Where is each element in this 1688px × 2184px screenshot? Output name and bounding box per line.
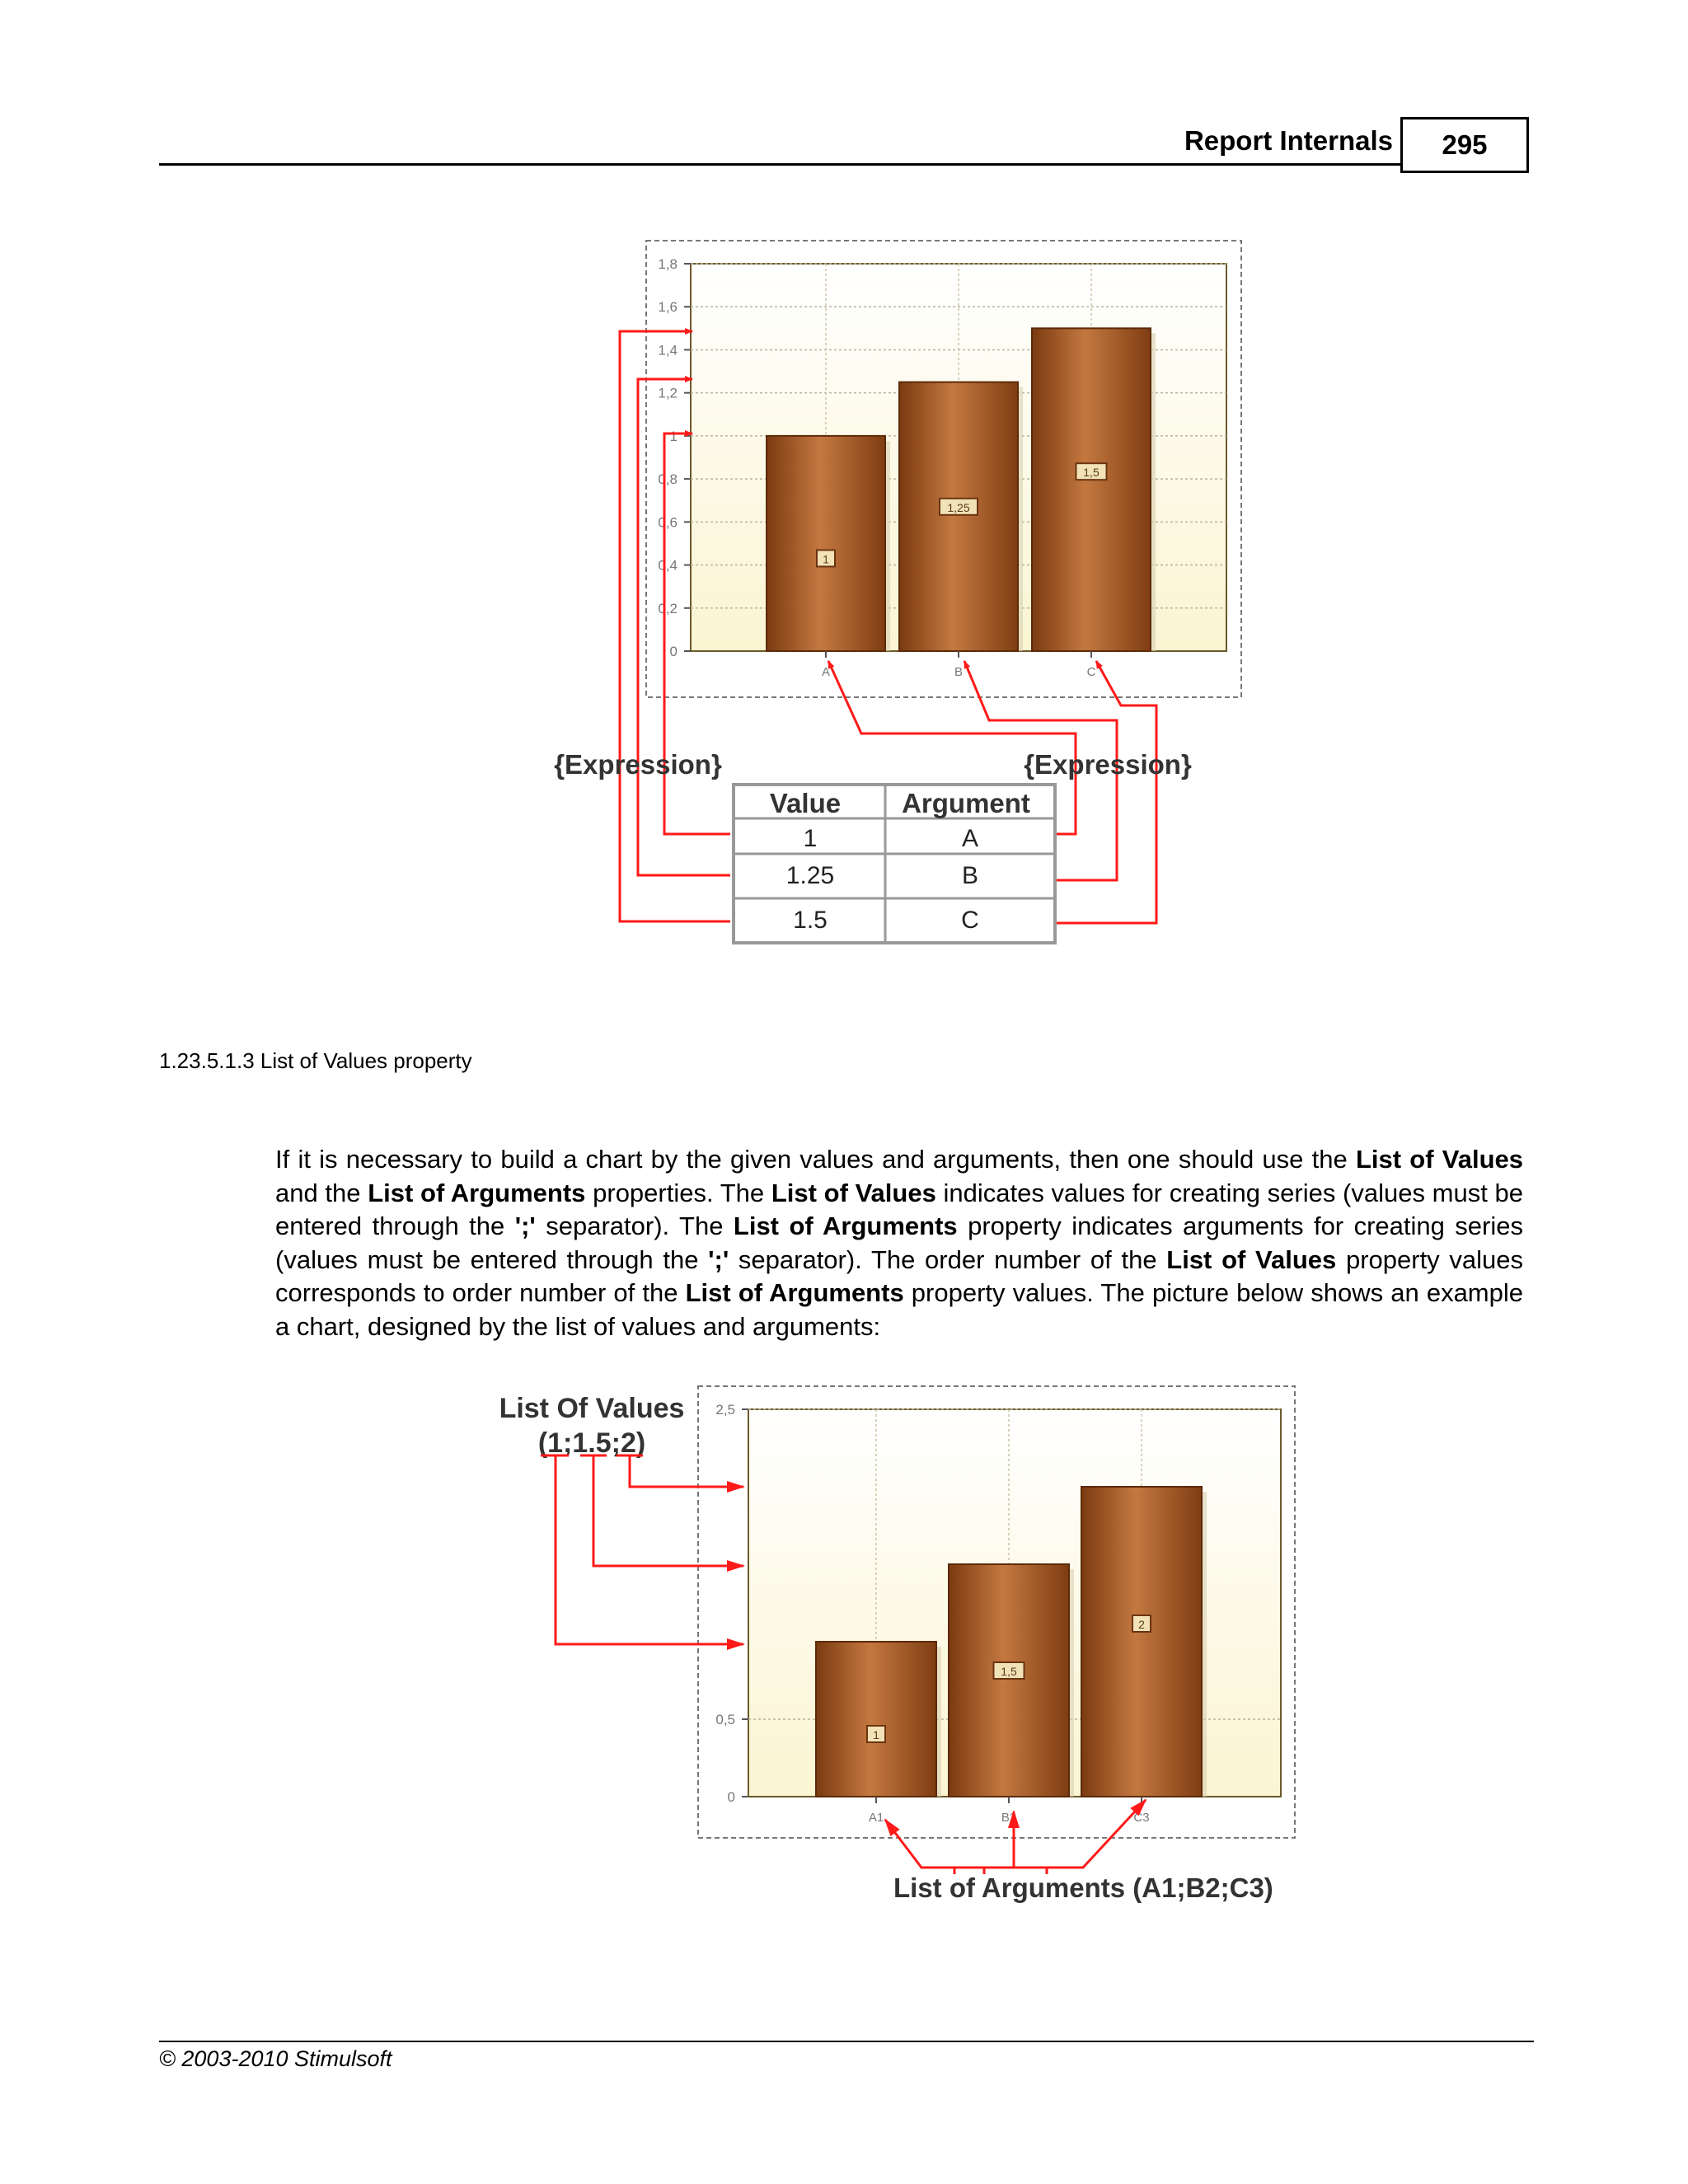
bold-term: List of Values <box>771 1178 936 1207</box>
bold-term: ';' <box>708 1244 729 1274</box>
bold-term: List of Values <box>1355 1145 1523 1174</box>
x-tick-label: C3 <box>1133 1811 1150 1825</box>
data-label: 1,25 <box>947 500 970 514</box>
table-header-argument: Argument <box>902 788 1030 818</box>
body-paragraph <box>275 1143 1523 1343</box>
y-tick-label: 0 <box>669 644 678 659</box>
y-tick-label: 1 <box>669 428 678 444</box>
table-cell: 1.5 <box>793 907 828 934</box>
data-label: 2 <box>1138 1618 1145 1631</box>
y-tick-label: 0,6 <box>658 514 678 531</box>
text-run: property values corresponds to order number of the <box>275 1244 1523 1307</box>
y-tick-label: 0 <box>727 1789 735 1805</box>
figure-expression-chart <box>528 231 1269 956</box>
bar <box>1081 1487 1202 1797</box>
bar <box>949 1564 1069 1797</box>
data-label: 1,5 <box>1083 466 1100 480</box>
text-run: properties. The <box>585 1178 771 1207</box>
y-tick-label: 0,2 <box>658 600 678 616</box>
x-axis-ticks <box>869 1797 1150 1825</box>
footer-rule <box>159 2041 1534 2042</box>
bold-term: List of Arguments <box>368 1178 586 1207</box>
bar <box>899 382 1018 651</box>
bold-term: List of Arguments <box>733 1212 958 1240</box>
connector-value-2 <box>630 1455 743 1487</box>
bold-term: ';' <box>514 1212 536 1240</box>
table-cell: 1.25 <box>785 862 835 889</box>
bold-term: List of Values <box>1166 1244 1337 1274</box>
table-header-value: Value <box>769 788 842 818</box>
y-axis-ticks <box>658 256 691 659</box>
connector-argument-c <box>1055 661 1156 923</box>
text-run: and the <box>275 1178 368 1207</box>
footer-copyright: © 2003-2010 Stimulsoft <box>159 2046 392 2071</box>
connector-argument-a1 <box>885 1820 954 1874</box>
section-heading: 1.23.5.1.3 List of Values property <box>159 1048 472 1073</box>
y-tick-label: 1,6 <box>658 299 678 316</box>
text-run: indicates values for creating series (values must be entered through the <box>275 1178 1524 1240</box>
y-axis-ticks <box>715 1402 748 1805</box>
list-of-values-example: (1;1.5;2) <box>537 1427 646 1459</box>
header-rule <box>159 163 1400 166</box>
values-table <box>734 785 1055 943</box>
x-tick-label: C <box>1086 665 1096 679</box>
x-axis-ticks <box>822 651 1096 679</box>
y-tick-label: 1,4 <box>658 342 678 359</box>
data-label: 1,5 <box>1001 1665 1017 1678</box>
data-label: 1 <box>823 552 829 566</box>
expression-label-right: {Expression} <box>1024 749 1192 780</box>
table-cell: 1 <box>803 825 818 852</box>
connector-value-1-5 <box>593 1455 743 1566</box>
y-tick-label: 0,4 <box>658 557 678 574</box>
text-run: separator). The order number of the <box>729 1244 1167 1274</box>
table-cell: A <box>961 825 979 852</box>
page-number-box <box>1400 117 1529 173</box>
y-tick-label: 2,5 <box>715 1402 735 1418</box>
header-title: Report Internals <box>1184 125 1393 156</box>
connector-value-1 <box>556 1455 743 1644</box>
bar <box>816 1642 936 1797</box>
list-of-arguments-label: List of Arguments (A1;B2;C3) <box>893 1872 1273 1903</box>
y-tick-label: 0,8 <box>658 471 678 488</box>
figure-list-of-values-chart <box>486 1376 1319 1920</box>
list-of-values-title: List Of Values <box>499 1393 685 1424</box>
text-run: If it is necessary to build a chart by the given values and arguments, then one should use the <box>275 1145 1356 1174</box>
bold-term: List of Arguments <box>685 1278 904 1307</box>
page-number: 295 <box>1442 129 1488 160</box>
x-tick-label: B <box>954 665 964 679</box>
x-tick-label: A <box>821 665 831 679</box>
y-tick-label: 0,5 <box>715 1712 735 1727</box>
bar <box>767 436 885 651</box>
bar <box>1032 328 1151 651</box>
data-label: 1 <box>873 1728 879 1741</box>
expression-label-left: {Expression} <box>554 749 722 780</box>
x-tick-label: B2 <box>1001 1811 1017 1825</box>
y-tick-label: 1,8 <box>658 256 678 272</box>
text-run: property indicates arguments for creating series (values must be entered through the <box>275 1212 1523 1274</box>
y-tick-label: 1,2 <box>658 385 678 401</box>
table-cell: C <box>961 907 979 934</box>
text-run: property values. The picture below shows an example a chart, designed by the list of values and arguments: <box>275 1278 1524 1341</box>
table-cell: B <box>961 862 979 889</box>
text-run: separator). The <box>535 1212 734 1240</box>
x-tick-label: A1 <box>868 1811 884 1825</box>
